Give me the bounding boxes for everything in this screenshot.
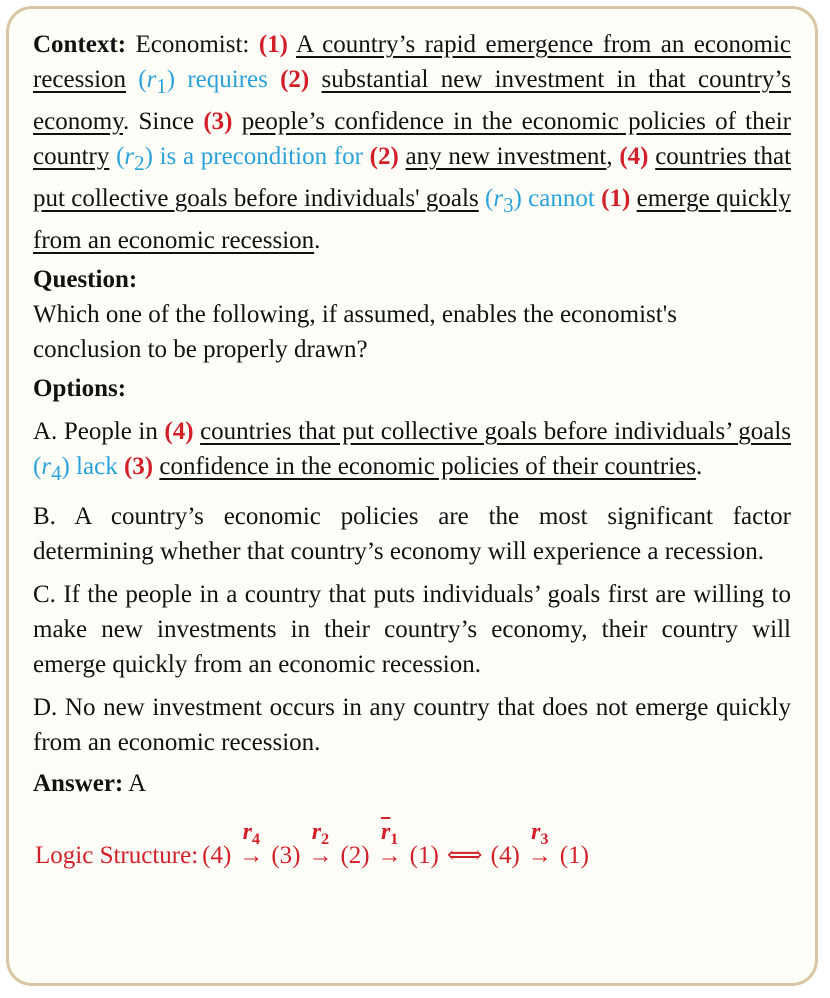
proposition-2: substantial new investment in that country’s economy — [33, 66, 792, 135]
logic-node-5: (4) — [490, 842, 520, 869]
context-lead: Economist: — [126, 31, 259, 58]
proposition-number-2: (2) — [280, 66, 310, 93]
proposition-number-1b: (1) — [601, 185, 631, 212]
relation-r4: $(r_4)$ lack — [33, 453, 118, 485]
proposition-1: A country’s rapid emergence from an economic recession — [33, 31, 791, 93]
logic-label: Logic Structure: — [35, 842, 199, 869]
right-arrow-icon: → — [308, 843, 333, 869]
proposition-number-2b: (2) — [369, 143, 399, 170]
relation-r3: $(r_3)$ cannot — [485, 185, 595, 217]
logic-node-2: (3) — [271, 842, 301, 869]
relation-r2: $(r_2)$ is a precondition for — [116, 143, 363, 175]
logic-node-3: (2) — [340, 842, 370, 869]
context-since: . Since — [123, 108, 204, 135]
relation-r1: $(r_1)$ requires — [138, 66, 268, 98]
context-paragraph: Context: Economist: (1) A country’s rapid emergence from an economic recession $(r_1)$ requires (2) substantial new investment in that country’s economy. Since (3) people’s confidence in the economic policies of their country $(r_2)$ is a precondition for (2) any new investment, (4) countries that put collective goals before individuals' goals $(r_3)$ cannot (1) emerge quickly from an economic recession. — [33, 31, 792, 254]
proposition-2b: any new investment — [405, 143, 607, 170]
question-label: Question: — [33, 266, 138, 293]
option-b: B. A country’s economic policies are the most significant factor determining whether that country’s economy will experience a recession. — [33, 503, 791, 565]
context-label: Context: — [33, 31, 127, 58]
proposition-number-1: (1) — [258, 31, 288, 58]
proposition-number-4: (4) — [619, 143, 649, 170]
logic-arrow-r4: $r_4$ → — [239, 819, 264, 869]
answer-value: A — [123, 770, 147, 797]
logic-node-1: (4) — [202, 842, 232, 869]
logic-arrow-r2: $r_2$ → — [308, 819, 333, 869]
option-a-number-4: (4) — [164, 418, 194, 445]
right-arrow-icon: → — [377, 843, 402, 869]
right-arrow-icon: → — [527, 843, 552, 869]
option-a: A. People in (4) countries that put collective goals before individuals’ goals $(r_4)$ lack (3) confidence in the economic policies of their countries. — [33, 418, 791, 485]
right-arrow-icon: → — [239, 843, 264, 869]
proposition-1b: emerge quickly from an economic recession — [33, 185, 792, 254]
option-a-proposition-4: countries that put collective goals before individuals’ goals — [200, 418, 791, 445]
proposition-3: people’s confidence in the economic policies of their country — [33, 108, 791, 170]
proposition-number-3: (3) — [203, 108, 233, 135]
option-d: D. No new investment occurs in any country that does not emerge quickly from an economic recession. — [33, 694, 791, 756]
proposition-4: countries that put collective goals before individuals' goals — [33, 143, 792, 212]
logic-node-4: (1) — [409, 842, 439, 869]
example-card — [6, 6, 818, 986]
logic-node-6: (1) — [559, 842, 589, 869]
question-text: Which one of the following, if assumed, enables the economist's conclusion to be properly drawn? — [33, 301, 677, 363]
logic-arrow-r1-negated: $\overline{r}_1$ → — [377, 819, 402, 869]
logic-structure — [33, 811, 791, 869]
iff-icon: ⟺ — [446, 842, 483, 869]
option-a-number-3: (3) — [123, 453, 154, 480]
answer-label: Answer: — [33, 770, 124, 797]
option-a-proposition-3: confidence in the economic policies of their countries — [159, 453, 696, 480]
options-label: Options: — [33, 375, 127, 402]
option-c: C. If the people in a country that puts individuals’ goals first are willing to make new investments in their country’s economy, their country will emerge quickly from an economic recession. — [33, 581, 791, 678]
answer-line — [33, 766, 791, 801]
logic-arrow-r3: $r_3$ → — [527, 819, 552, 869]
